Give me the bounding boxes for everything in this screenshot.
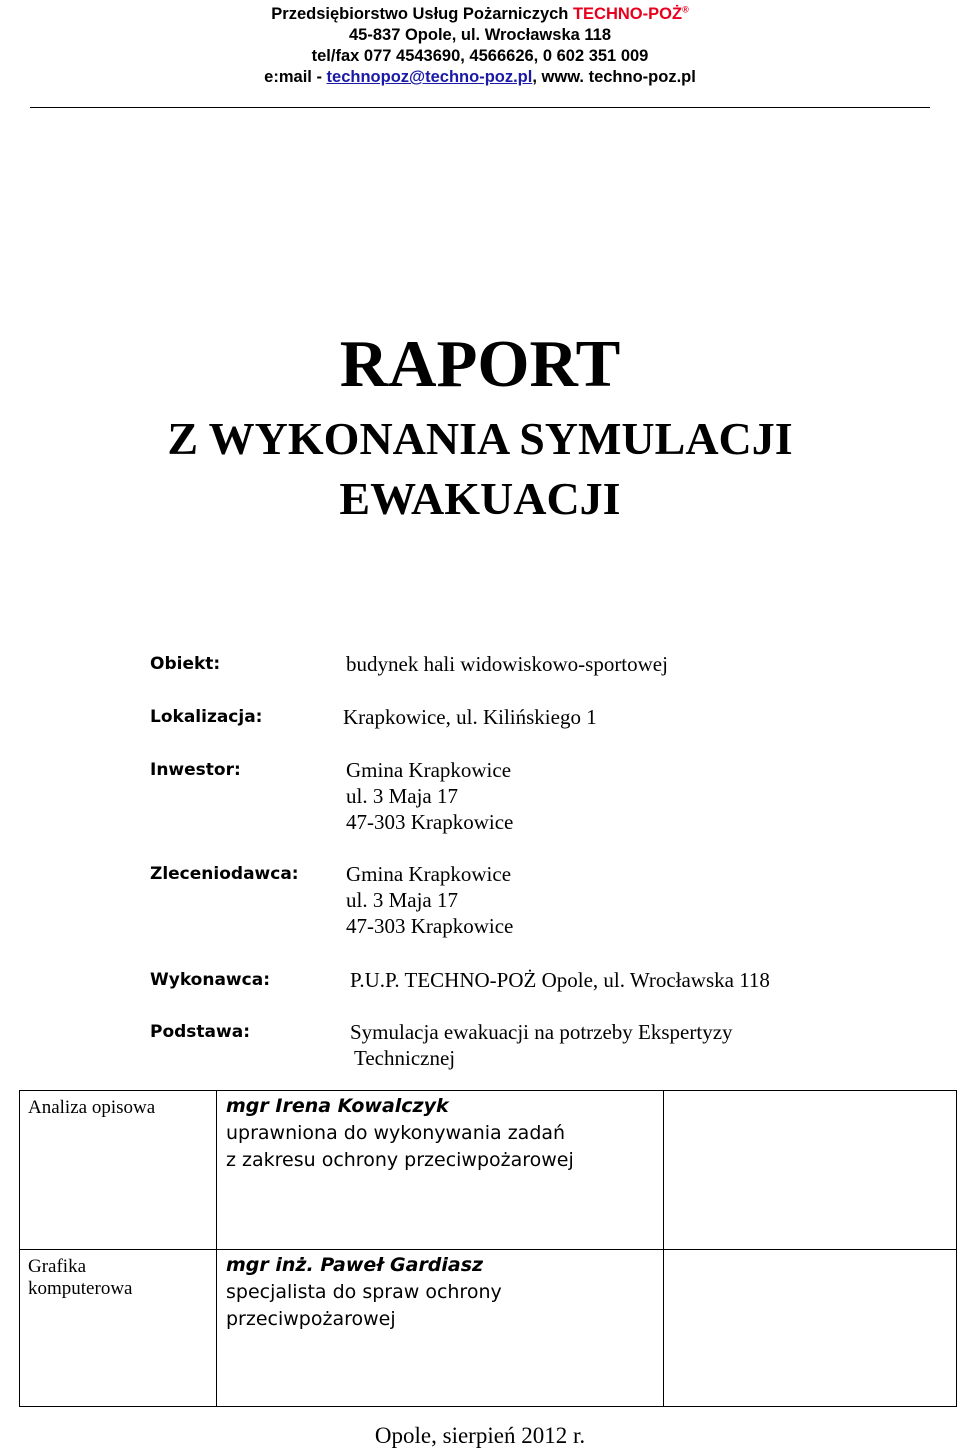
- zleceniodawca-value: [346, 861, 513, 939]
- email-link[interactable]: technopoz@techno-poz.pl: [326, 68, 533, 86]
- header-divider: [30, 107, 930, 108]
- role-cell: [20, 1250, 217, 1407]
- podstawa-line: Symulacja ewakuacji na potrzeby Ekspertyzy: [350, 1020, 733, 1044]
- podstawa-value: [350, 1019, 733, 1071]
- person-cell: [217, 1250, 664, 1407]
- role-text: komputerowa: [28, 1278, 133, 1299]
- role-text: Grafika: [28, 1256, 87, 1277]
- wykonawca-value-text: P.U.P. TECHNO-POŻ Opole, ul. Wrocławska 118: [350, 968, 770, 992]
- zleceniodawca-line: 47-303 Krapkowice: [346, 914, 514, 938]
- inwestor-line: ul. 3 Maja 17: [346, 784, 458, 808]
- podstawa-line: Technicznej: [354, 1046, 456, 1070]
- company-name: Przedsiębiorstwo Usług Pożarniczych: [271, 5, 569, 23]
- signature-box[interactable]: [664, 1250, 957, 1407]
- person-desc: z zakresu ochrony przeciwpożarowej: [226, 1149, 574, 1171]
- lokalizacja-value-text: Krapkowice, ul. Kilińskiego 1: [343, 705, 597, 729]
- inwestor-value: [346, 757, 513, 835]
- person-cell: [217, 1091, 664, 1250]
- company-phones: tel/fax 077 4543690, 4566626, 0 602 351 009: [311, 47, 649, 65]
- signature-box[interactable]: [664, 1091, 957, 1250]
- company-brand: TECHNO-POŻ: [572, 5, 683, 23]
- company-contact: [0, 67, 960, 88]
- inwestor-label: Inwestor:: [150, 760, 241, 780]
- lokalizacja-label: Lokalizacja:: [150, 707, 263, 727]
- wykonawca-label: Wykonawca:: [150, 970, 270, 990]
- zleceniodawca-label: Zleceniodawca:: [150, 864, 299, 884]
- person-name: mgr inż. Paweł Gardiasz: [226, 1254, 484, 1276]
- person-name: mgr Irena Kowalczyk: [226, 1095, 449, 1117]
- inwestor-line: Gmina Krapkowice: [346, 758, 512, 782]
- lokalizacja-value: [343, 704, 597, 730]
- report-subtitle-line1: Z WYKONANIA SYMULACJI: [167, 413, 793, 464]
- person-desc: przeciwpożarowej: [226, 1308, 396, 1330]
- role-text: Analiza opisowa: [28, 1097, 156, 1118]
- person-desc: specjalista do spraw ochrony: [226, 1281, 502, 1303]
- podstawa-label: Podstawa:: [150, 1022, 250, 1042]
- place-date: Opole, sierpień 2012 r.: [374, 1423, 586, 1448]
- company-address: 45-837 Opole, ul. Wrocławska 118: [349, 26, 611, 44]
- registered-mark: ®: [682, 4, 689, 15]
- company-header: [0, 4, 960, 88]
- report-subtitle-line2: EWAKUACJI: [339, 473, 621, 524]
- website-text: , www. techno-poz.pl: [532, 68, 696, 86]
- zleceniodawca-line: Gmina Krapkowice: [346, 862, 512, 886]
- person-desc: uprawniona do wykonywania zadań: [226, 1122, 566, 1144]
- obiekt-value-text: budynek hali widowiskowo-sportowej: [346, 652, 668, 676]
- report-title: RAPORT: [339, 327, 621, 401]
- signature-row: [20, 1250, 957, 1407]
- email-prefix: e:mail -: [264, 68, 327, 86]
- signature-row: [20, 1091, 957, 1250]
- signature-table: [19, 1090, 957, 1407]
- company-line: [0, 4, 960, 25]
- obiekt-value: [346, 651, 668, 677]
- wykonawca-value: [350, 967, 770, 993]
- zleceniodawca-line: ul. 3 Maja 17: [346, 888, 458, 912]
- role-cell: [20, 1091, 217, 1250]
- inwestor-line: 47-303 Krapkowice: [346, 810, 514, 834]
- obiekt-label: Obiekt:: [150, 654, 221, 674]
